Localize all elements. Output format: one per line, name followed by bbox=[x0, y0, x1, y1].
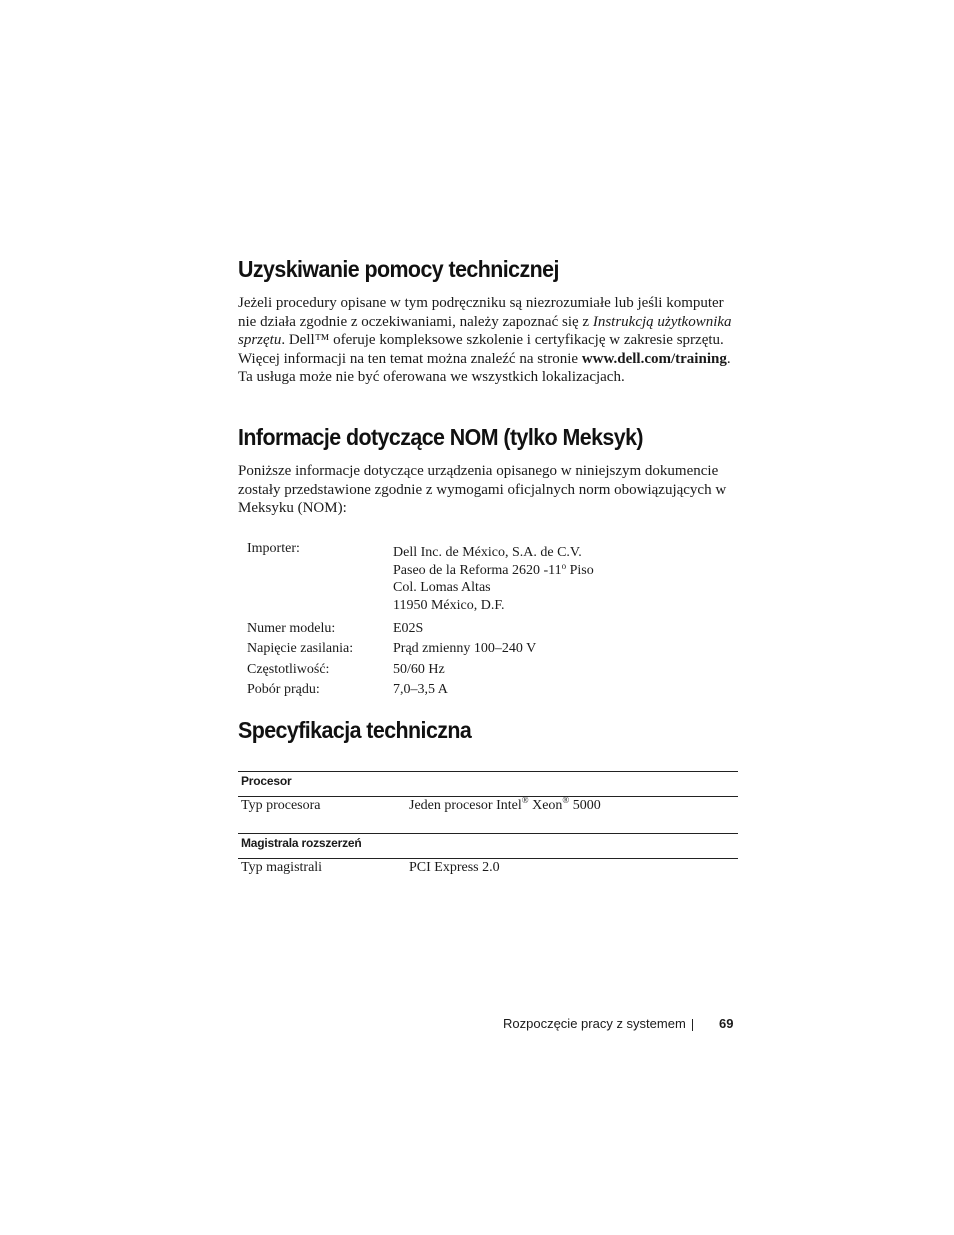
paragraph-technical-support bbox=[238, 294, 738, 387]
heading-nom: Informacje dotyczące NOM (tylko Meksyk) bbox=[238, 424, 643, 450]
ordinal-superscript: o bbox=[561, 561, 567, 571]
nom-importer-label: Importer: bbox=[247, 541, 300, 556]
nom-row-value: E02S bbox=[393, 621, 424, 636]
paragraph-nom-intro: Poniższe informacje dotyczące urządzenia opisanego w niniejszym dokumencie zostały przedstawione zgodnie z wymogami oficjalnych norm obowiązujących w Meksyku (NOM): bbox=[238, 463, 727, 517]
spec-value-bus-type: PCI Express 2.0 bbox=[409, 860, 500, 875]
nom-row-label: Częstotliwość: bbox=[247, 662, 330, 677]
footer-page-number: 69 bbox=[719, 1016, 734, 1031]
spec-label-bus-type: Typ magistrali bbox=[241, 860, 323, 875]
footer-separator bbox=[692, 1019, 693, 1031]
nom-row-value: 50/60 Hz bbox=[393, 662, 445, 677]
heading-technical-support: Uzyskiwanie pomocy technicznej bbox=[238, 256, 559, 282]
table-rule bbox=[238, 858, 738, 859]
support-text-3: . Ta usługa może nie być oferowana we wszystkich lokalizacjach. bbox=[238, 350, 731, 386]
table-rule bbox=[238, 833, 738, 834]
nom-row-value: 7,0–3,5 A bbox=[393, 682, 448, 697]
nom-importer-line-1: Dell Inc. de México, S.A. de C.V. bbox=[393, 545, 582, 560]
nom-importer-line-3: Col. Lomas Altas bbox=[393, 580, 491, 595]
nom-importer-line-2: Paseo de la Reforma 2620 -11$^o$ Piso bbox=[393, 561, 594, 578]
training-url: www.dell.com/training bbox=[581, 350, 727, 367]
registered-mark: ® bbox=[562, 795, 570, 805]
spec-value-processor-type: Jeden procesor Intel® Xeon® 5000 bbox=[409, 795, 601, 813]
registered-mark: ® bbox=[521, 795, 529, 805]
heading-specifications: Specyfikacja techniczna bbox=[238, 717, 472, 743]
table-rule bbox=[238, 796, 738, 797]
nom-importer-line-4: 11950 México, D.F. bbox=[393, 598, 505, 613]
nom-row-label: Napięcie zasilania: bbox=[247, 641, 354, 656]
support-text-1: Jeżeli procedury opisane w tym podręczniku są niezrozumiałe lub jeśli komputer nie działa zgodnie z oczekiwaniami, należy zapoznać się z bbox=[238, 295, 724, 330]
nom-row-label: Pobór prądu: bbox=[247, 682, 320, 697]
table-rule bbox=[238, 771, 738, 772]
spec-header-expansion-bus: Magistrala rozszerzeń bbox=[241, 836, 362, 850]
support-text-2: . Dell™ oferuje kompleksowe szkolenie i certyfikację w zakresie sprzętu. Więcej informacji na ten temat można znaleźć na stronie bbox=[238, 332, 724, 367]
footer-chapter-title: Rozpoczęcie pracy z systemem bbox=[503, 1016, 686, 1031]
guide-title: Instrukcją użytkownika sprzętu bbox=[238, 313, 732, 349]
spec-header-processor: Procesor bbox=[241, 774, 292, 788]
spec-label-processor-type: Typ procesora bbox=[241, 798, 321, 813]
nom-row-value: Prąd zmienny 100–240 V bbox=[393, 641, 537, 656]
nom-row-label: Numer modelu: bbox=[247, 621, 336, 636]
